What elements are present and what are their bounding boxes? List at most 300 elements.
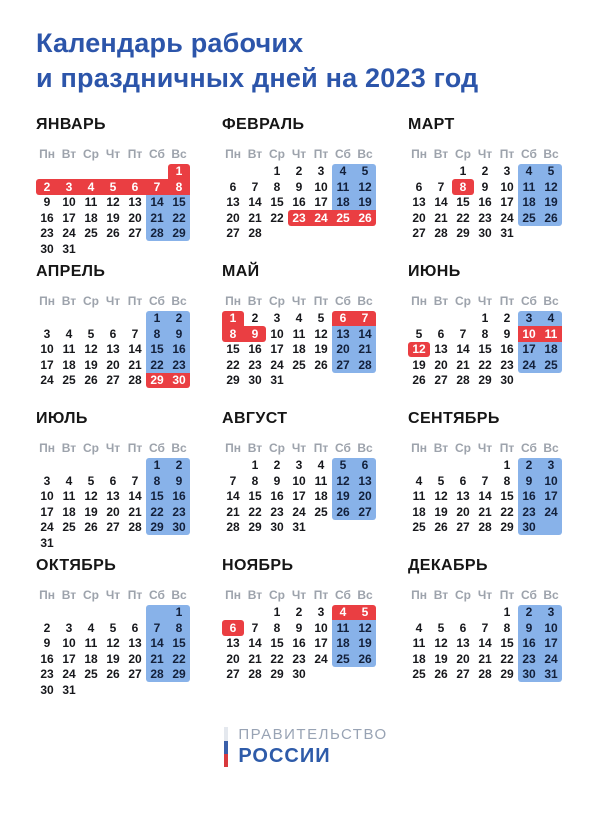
weekday-header: Сб	[521, 146, 537, 161]
day-cell	[80, 164, 102, 180]
week-row	[36, 210, 222, 226]
day-cell	[540, 226, 562, 242]
day-cell: 31	[292, 520, 306, 535]
month-name: ДЕКАБРЬ	[408, 557, 488, 575]
day-cell: 9	[503, 326, 511, 341]
day-cell: 20	[226, 210, 240, 225]
day-cell: 26	[434, 520, 448, 535]
month-january	[36, 116, 222, 263]
day-cell: 22	[226, 357, 240, 372]
day-cell	[540, 373, 562, 389]
day-cell: 9	[518, 473, 540, 489]
day-cell: 6	[124, 179, 146, 195]
day-cell: 29	[168, 667, 190, 683]
month-name: НОЯБРЬ	[222, 557, 294, 575]
day-cell	[310, 373, 332, 389]
weekday-header: Вс	[357, 146, 373, 161]
day-cell: 13	[106, 342, 120, 357]
day-cell	[222, 164, 244, 180]
day-cell: 17	[500, 195, 514, 210]
week-row	[222, 473, 408, 489]
weekday-header-row	[36, 146, 222, 162]
day-cell: 7	[229, 473, 237, 488]
day-cell	[146, 682, 168, 698]
day-cell	[102, 605, 124, 621]
day-cell: 9	[295, 179, 303, 194]
day-cell: 14	[226, 489, 240, 504]
day-cell: 13	[226, 195, 240, 210]
day-cell: 30	[168, 373, 190, 389]
month-name: МАЙ	[222, 263, 260, 281]
day-cell: 9	[43, 195, 51, 210]
day-cell: 20	[332, 342, 354, 358]
day-cell: 19	[354, 195, 376, 211]
day-cell: 3	[43, 326, 51, 341]
day-cell: 23	[518, 504, 540, 520]
day-cell: 24	[540, 651, 562, 667]
weekday-header: Сб	[149, 293, 165, 308]
day-cell: 15	[248, 489, 262, 504]
day-cell: 2	[36, 179, 58, 195]
day-cell	[452, 458, 474, 474]
day-cell	[36, 605, 58, 621]
day-cell: 24	[270, 357, 284, 372]
day-cell: 2	[518, 605, 540, 621]
week-row	[408, 342, 594, 358]
day-cell	[168, 535, 190, 551]
weekday-header: Пт	[313, 293, 329, 308]
weekday-header: Вс	[357, 440, 373, 455]
day-cell: 14	[146, 636, 168, 652]
week-row	[36, 241, 222, 257]
weekday-header: Вт	[433, 146, 449, 161]
weekday-header: Сб	[521, 293, 537, 308]
day-cell: 8	[222, 326, 244, 342]
day-cell: 26	[354, 651, 376, 667]
day-cell: 7	[481, 473, 489, 488]
week-row	[408, 164, 594, 180]
week-row	[222, 164, 408, 180]
weekday-header-row	[222, 146, 408, 162]
day-cell: 21	[434, 210, 448, 225]
month-name: МАРТ	[408, 116, 455, 134]
day-cell: 24	[62, 226, 76, 241]
weekday-header: Ср	[455, 440, 471, 455]
month-table	[36, 146, 222, 257]
day-cell: 1	[222, 311, 244, 327]
week-row	[222, 636, 408, 652]
day-cell: 11	[62, 489, 76, 504]
day-cell: 4	[540, 311, 562, 327]
month-table	[222, 146, 408, 241]
day-cell: 27	[226, 226, 240, 241]
day-cell: 23	[270, 504, 284, 519]
day-cell: 20	[226, 651, 240, 666]
day-cell: 28	[456, 373, 470, 388]
day-cell	[80, 311, 102, 327]
day-cell	[36, 458, 58, 474]
week-row	[408, 520, 594, 536]
day-cell: 12	[408, 342, 430, 358]
day-cell: 2	[295, 605, 303, 620]
day-cell	[408, 164, 430, 180]
weekday-header: Вс	[543, 587, 559, 602]
day-cell: 26	[412, 373, 426, 388]
day-cell: 3	[295, 458, 303, 473]
day-cell: 3	[540, 458, 562, 474]
month-name: СЕНТЯБРЬ	[408, 410, 500, 428]
day-cell: 22	[168, 651, 190, 667]
weekday-header: Вт	[61, 587, 77, 602]
day-cell: 7	[131, 326, 139, 341]
day-cell: 4	[317, 458, 325, 473]
day-cell: 29	[146, 520, 168, 536]
day-cell: 4	[87, 620, 95, 635]
week-row	[222, 605, 408, 621]
weekday-header: Вс	[171, 146, 187, 161]
week-row	[36, 357, 222, 373]
day-cell: 12	[540, 179, 562, 195]
week-row	[36, 179, 222, 195]
weekday-header: Чт	[291, 587, 307, 602]
day-cell: 5	[540, 164, 562, 180]
weekday-header: Ср	[83, 293, 99, 308]
day-cell	[452, 605, 474, 621]
day-cell: 16	[518, 489, 540, 505]
day-cell: 12	[314, 326, 328, 341]
day-cell: 30	[168, 520, 190, 536]
weekday-header: Пн	[225, 440, 241, 455]
day-cell: 11	[518, 179, 540, 195]
day-cell: 16	[248, 342, 262, 357]
day-cell: 29	[226, 373, 240, 388]
day-cell: 20	[354, 489, 376, 505]
month-july	[36, 410, 222, 557]
day-cell: 22	[500, 504, 514, 519]
day-cell: 13	[412, 195, 426, 210]
day-cell: 1	[273, 605, 281, 620]
day-cell: 20	[456, 504, 470, 519]
day-cell: 11	[84, 636, 98, 651]
weekday-header: Чт	[105, 146, 121, 161]
day-cell	[80, 682, 102, 698]
weekday-header: Чт	[291, 440, 307, 455]
weekday-header: Пн	[225, 293, 241, 308]
weekday-header: Вс	[543, 440, 559, 455]
day-cell: 26	[84, 520, 98, 535]
day-cell: 8	[168, 620, 190, 636]
day-cell	[266, 226, 288, 242]
day-cell: 30	[518, 520, 540, 536]
day-cell: 3	[503, 164, 511, 179]
day-cell: 13	[106, 489, 120, 504]
weekday-header: Пн	[411, 293, 427, 308]
day-cell: 14	[128, 342, 142, 357]
day-cell: 19	[540, 195, 562, 211]
day-cell: 1	[146, 458, 168, 474]
day-cell: 10	[500, 179, 514, 194]
day-cell: 31	[270, 373, 284, 388]
week-row	[408, 210, 594, 226]
day-cell: 4	[65, 473, 73, 488]
day-cell	[102, 682, 124, 698]
day-cell	[146, 241, 168, 257]
day-cell	[540, 520, 562, 536]
day-cell	[58, 458, 80, 474]
day-cell: 5	[354, 605, 376, 621]
day-cell	[288, 226, 310, 242]
day-cell: 16	[292, 636, 306, 651]
month-march	[408, 116, 594, 263]
weekday-header: Пт	[127, 587, 143, 602]
day-cell	[102, 241, 124, 257]
day-cell: 28	[478, 520, 492, 535]
day-cell: 23	[288, 210, 310, 226]
day-cell: 3	[58, 179, 80, 195]
day-cell: 15	[500, 636, 514, 651]
day-cell: 1	[273, 164, 281, 179]
day-cell: 1	[168, 605, 190, 621]
day-cell	[146, 535, 168, 551]
week-row	[222, 357, 408, 373]
day-cell: 29	[146, 373, 168, 389]
day-cell: 27	[226, 667, 240, 682]
weekday-header: Пт	[499, 293, 515, 308]
weekday-header: Вт	[433, 293, 449, 308]
day-cell: 10	[314, 179, 328, 194]
day-cell: 17	[518, 342, 540, 358]
week-row	[36, 226, 222, 242]
day-cell: 1	[503, 605, 511, 620]
day-cell: 20	[128, 210, 142, 225]
day-cell: 5	[437, 473, 445, 488]
weekday-header: Чт	[105, 293, 121, 308]
day-cell	[58, 164, 80, 180]
weekday-header: Вт	[61, 293, 77, 308]
day-cell: 13	[128, 636, 142, 651]
day-cell: 21	[248, 651, 262, 666]
day-cell: 7	[459, 326, 467, 341]
weekday-header: Сб	[335, 146, 351, 161]
week-row	[222, 195, 408, 211]
day-cell	[288, 373, 310, 389]
week-row	[36, 682, 222, 698]
week-row	[408, 458, 594, 474]
day-cell: 10	[270, 326, 284, 341]
day-cell: 16	[168, 489, 190, 505]
day-cell: 4	[332, 164, 354, 180]
day-cell: 8	[273, 179, 281, 194]
day-cell	[102, 311, 124, 327]
weekday-header-row	[408, 440, 594, 456]
day-cell: 9	[168, 326, 190, 342]
day-cell	[58, 605, 80, 621]
day-cell: 6	[131, 620, 139, 635]
weekday-header: Вт	[61, 440, 77, 455]
day-cell: 15	[168, 195, 190, 211]
month-name: АВГУСТ	[222, 410, 288, 428]
weekday-header: Пн	[39, 440, 55, 455]
day-cell	[332, 520, 354, 536]
day-cell: 23	[40, 226, 54, 241]
weekday-header: Вс	[171, 293, 187, 308]
day-cell: 18	[62, 504, 76, 519]
day-cell	[58, 535, 80, 551]
day-cell: 25	[84, 226, 98, 241]
day-cell: 18	[332, 195, 354, 211]
weekday-header: Чт	[291, 146, 307, 161]
day-cell: 27	[354, 504, 376, 520]
day-cell: 11	[332, 179, 354, 195]
day-cell	[146, 605, 168, 621]
day-cell: 3	[518, 311, 540, 327]
day-cell: 23	[248, 357, 262, 372]
day-cell: 2	[295, 164, 303, 179]
day-cell: 8	[503, 620, 511, 635]
day-cell: 5	[332, 458, 354, 474]
day-cell: 2	[168, 458, 190, 474]
day-cell	[354, 667, 376, 683]
day-cell: 10	[62, 636, 76, 651]
day-cell: 30	[292, 667, 306, 682]
day-cell	[332, 226, 354, 242]
weekday-header: Вс	[171, 587, 187, 602]
month-table	[36, 587, 222, 698]
day-cell: 4	[415, 620, 423, 635]
day-cell: 29	[500, 667, 514, 682]
weekday-header: Ср	[83, 146, 99, 161]
day-cell	[222, 458, 244, 474]
day-cell: 20	[106, 357, 120, 372]
day-cell	[310, 226, 332, 242]
day-cell: 28	[354, 357, 376, 373]
day-cell: 24	[292, 504, 306, 519]
weekday-header-row	[36, 587, 222, 603]
week-row	[408, 489, 594, 505]
day-cell: 28	[146, 667, 168, 683]
day-cell: 2	[503, 311, 511, 326]
month-february	[222, 116, 408, 263]
day-cell: 18	[84, 210, 98, 225]
weekday-header-row	[408, 587, 594, 603]
day-cell: 23	[500, 357, 514, 372]
day-cell: 24	[310, 210, 332, 226]
day-cell: 21	[128, 357, 142, 372]
day-cell: 14	[146, 195, 168, 211]
week-row	[222, 620, 408, 636]
day-cell: 22	[478, 357, 492, 372]
day-cell: 16	[270, 489, 284, 504]
day-cell: 16	[292, 195, 306, 210]
day-cell: 17	[540, 489, 562, 505]
day-cell: 26	[332, 504, 354, 520]
day-cell	[354, 373, 376, 389]
day-cell: 6	[109, 473, 117, 488]
day-cell: 9	[273, 473, 281, 488]
week-row	[222, 651, 408, 667]
month-table	[36, 440, 222, 551]
weekday-header: Вс	[357, 293, 373, 308]
week-row	[408, 473, 594, 489]
weekday-header-row	[408, 146, 594, 162]
day-cell: 6	[229, 179, 237, 194]
weekday-header: Вт	[247, 293, 263, 308]
month-november	[222, 557, 408, 704]
day-cell: 31	[62, 241, 76, 256]
day-cell: 6	[415, 179, 423, 194]
weekday-header: Ср	[269, 146, 285, 161]
day-cell: 31	[500, 226, 514, 241]
weekday-header: Сб	[149, 146, 165, 161]
day-cell	[332, 373, 354, 389]
day-cell: 25	[518, 210, 540, 226]
weekday-header: Ср	[83, 440, 99, 455]
day-cell: 14	[434, 195, 448, 210]
month-name: ИЮНЬ	[408, 263, 461, 281]
day-cell: 12	[332, 473, 354, 489]
day-cell: 4	[80, 179, 102, 195]
day-cell: 17	[314, 636, 328, 651]
weekday-header: Пн	[411, 146, 427, 161]
day-cell: 6	[109, 326, 117, 341]
week-row	[36, 473, 222, 489]
month-table	[222, 293, 408, 388]
day-cell: 17	[62, 210, 76, 225]
day-cell: 7	[146, 620, 168, 636]
day-cell: 19	[84, 504, 98, 519]
day-cell: 25	[332, 651, 354, 667]
day-cell: 10	[518, 326, 540, 342]
weekday-header: Вс	[543, 293, 559, 308]
day-cell: 30	[248, 373, 262, 388]
day-cell: 19	[314, 342, 328, 357]
day-cell: 16	[168, 342, 190, 358]
day-cell: 11	[412, 636, 426, 651]
day-cell: 7	[354, 311, 376, 327]
day-cell: 29	[248, 520, 262, 535]
day-cell: 19	[84, 357, 98, 372]
day-cell: 27	[412, 226, 426, 241]
day-cell: 22	[248, 504, 262, 519]
day-cell: 18	[412, 651, 426, 666]
title-line2: и праздничных дней на 2023 год	[36, 63, 479, 94]
weekday-header-row	[36, 293, 222, 309]
months-grid	[36, 116, 612, 704]
day-cell: 12	[434, 489, 448, 504]
day-cell: 13	[434, 342, 448, 357]
weekday-header: Пн	[39, 146, 55, 161]
day-cell: 11	[314, 473, 328, 488]
day-cell: 1	[251, 458, 259, 473]
day-cell: 2	[251, 311, 259, 326]
day-cell: 22	[270, 210, 284, 225]
day-cell	[80, 241, 102, 257]
weekday-header: Вт	[247, 587, 263, 602]
day-cell: 6	[354, 458, 376, 474]
day-cell: 21	[478, 651, 492, 666]
day-cell: 26	[540, 210, 562, 226]
day-cell	[146, 164, 168, 180]
day-cell	[474, 605, 496, 621]
day-cell: 12	[106, 195, 120, 210]
day-cell	[124, 241, 146, 257]
day-cell: 1	[168, 164, 190, 180]
month-december	[408, 557, 594, 704]
month-june	[408, 263, 594, 410]
day-cell	[168, 682, 190, 698]
day-cell: 5	[437, 620, 445, 635]
weekday-header: Пн	[39, 293, 55, 308]
